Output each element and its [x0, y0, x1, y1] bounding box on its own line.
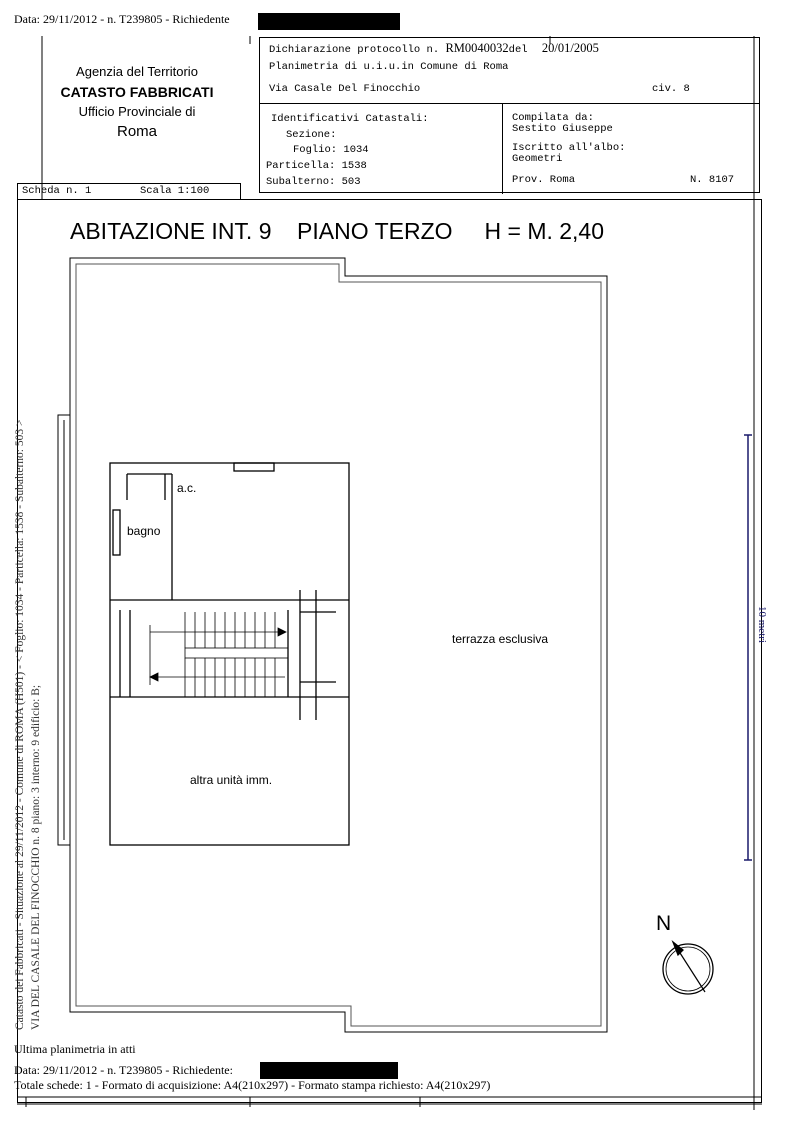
planimetria-line: Planimetria di u.i.u.in Comune di Roma [269, 61, 509, 73]
room-altra-unita: altra unità imm. [190, 773, 273, 787]
footer-totale: Totale schede: 1 - Formato di acquisizione: A4(210x297) - Formato stampa richiesto: A4(210x297) [14, 1078, 491, 1092]
redacted-requester-footer [260, 1062, 398, 1079]
agency-city: Roma [116, 123, 157, 140]
plan-title: ABITAZIONE INT. 9 PIANO TERZO H = M. 2,40 [70, 218, 605, 244]
protocol-date: 20/01/2005 [541, 41, 599, 55]
scheda-number: Scheda n. 1 [22, 185, 92, 197]
agency-name: Agenzia del Territorio [76, 64, 198, 79]
room-bagno: bagno [127, 524, 161, 538]
scale-label: 10 metri [756, 606, 768, 643]
footer-data-line: Data: 29/11/2012 - n. T239805 - Richiedente: [14, 1063, 233, 1077]
identificativi-title: Identificativi Catastali: [271, 113, 429, 125]
north-arrow [663, 942, 713, 994]
scale-bar [744, 435, 752, 860]
north-label: N [656, 912, 672, 935]
foglio: Foglio: 1034 [293, 144, 369, 156]
subalterno: Subalterno: 503 [266, 176, 361, 188]
particella: Particella: 1538 [266, 160, 367, 172]
dichiarazione-line: Dichiarazione protocollo n. RM0040032del 20/01/2005 [269, 41, 599, 56]
header-data-line: Data: 29/11/2012 - n. T239805 - Richiedente [14, 12, 230, 26]
province: Prov. Roma [512, 174, 576, 186]
room-ac: a.c. [177, 481, 197, 495]
registration-number: N. 8107 [690, 174, 735, 186]
stair-treads [150, 612, 288, 697]
side-text-catasto: Catasto dei Fabbricati - Situazione al 29/11/2012 - Comune di ROMA (H501) - < Foglio: 1034 - Particella: 1538 - Subalterno: 503 > [14, 419, 26, 1030]
side-text-address: VIA DEL CASALE DEL FINOCCHIO n. 8 piano: 3 interno: 9 edificio: B; [30, 684, 42, 1030]
inner-block [110, 463, 349, 845]
compilata-label: Compilata da: [512, 112, 594, 124]
iscritto-value: Geometri [512, 153, 563, 165]
protocol-number: RM0040032 [445, 41, 509, 55]
frame-ticks [17, 36, 762, 1110]
civic-number: civ. 8 [652, 83, 690, 95]
compilata-name: Sestito Giuseppe [512, 123, 613, 135]
room-terrazza: terrazza esclusiva [452, 632, 549, 646]
agency-ufficio: Ufficio Provinciale di [78, 104, 196, 119]
footer-ultima: Ultima planimetria in atti [14, 1042, 136, 1056]
agency-catasto: CATASTO FABBRICATI [60, 84, 214, 100]
scale: Scala 1:100 [140, 185, 210, 197]
iscritto-label: Iscritto all'albo: [512, 142, 626, 154]
sezione: Sezione: [286, 129, 337, 141]
address-line: Via Casale Del Finocchio [269, 83, 421, 95]
